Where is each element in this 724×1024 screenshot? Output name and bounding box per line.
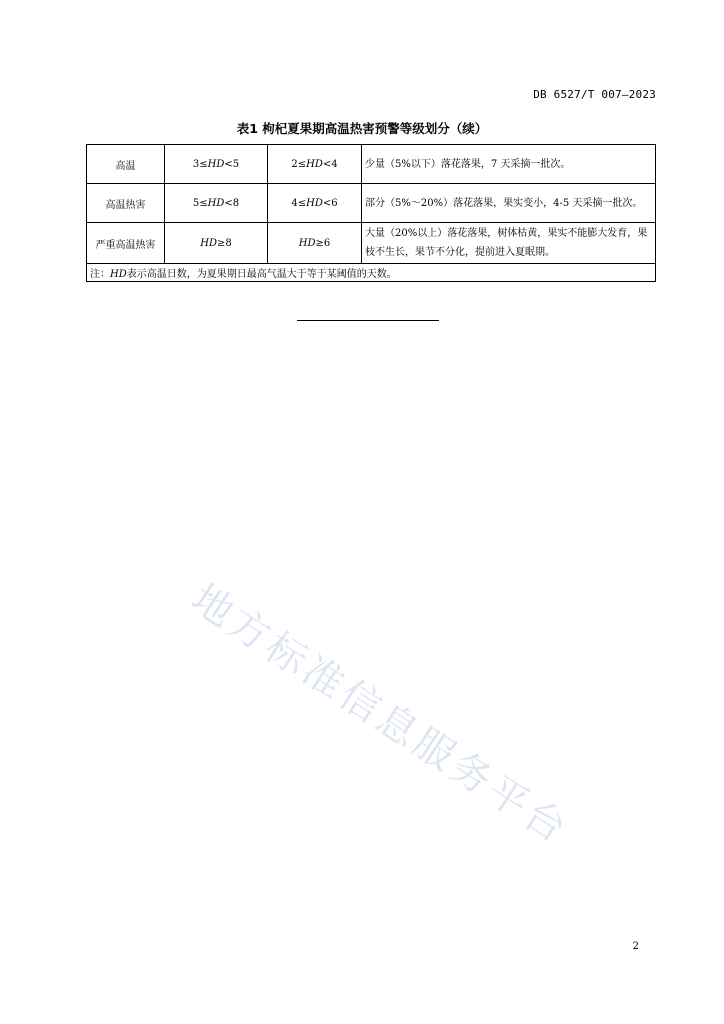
- table-note-row: [87, 264, 656, 282]
- warning-grade-table: [86, 144, 656, 282]
- description-cell: 部分（5%～20%）落花落果，果实变小，4-5 天采摘一批次。: [362, 184, 656, 223]
- level-cell: 严重高温热害: [87, 223, 165, 264]
- table-row: [87, 184, 656, 223]
- table-title: 表1 枸杞夏果期高温热害预警等级划分（续）: [236, 121, 488, 136]
- table-row: [87, 223, 656, 264]
- description-cell: 大量（20%以上）落花落果，树体枯黄，果实不能膨大发育，果枝不生长，果节不分化，提前进入夏眠期。: [362, 223, 656, 264]
- range-cell: HD≥8: [165, 223, 268, 264]
- range-cell: HD≥6: [268, 223, 362, 264]
- level-cell: 高温: [87, 145, 165, 184]
- range-cell: 2≤HD<4: [268, 145, 362, 184]
- range-cell: 5≤HD<8: [165, 184, 268, 223]
- range-cell: 3≤HD<5: [165, 145, 268, 184]
- watermark: 地方标准信息服务平台: [183, 575, 578, 855]
- end-rule: [297, 320, 439, 321]
- range-cell: 4≤HD<6: [268, 184, 362, 223]
- table-note: 注：HD表示高温日数，为夏果期日最高气温大于等于某阈值的天数。: [87, 264, 656, 282]
- description-cell: 少量（5%以下）落花落果，7 天采摘一批次。: [362, 145, 656, 184]
- page-number: 2: [632, 941, 639, 952]
- level-cell: 高温热害: [87, 184, 165, 223]
- table-row: [87, 145, 656, 184]
- document-code: DB 6527/T 007—2023: [533, 88, 656, 101]
